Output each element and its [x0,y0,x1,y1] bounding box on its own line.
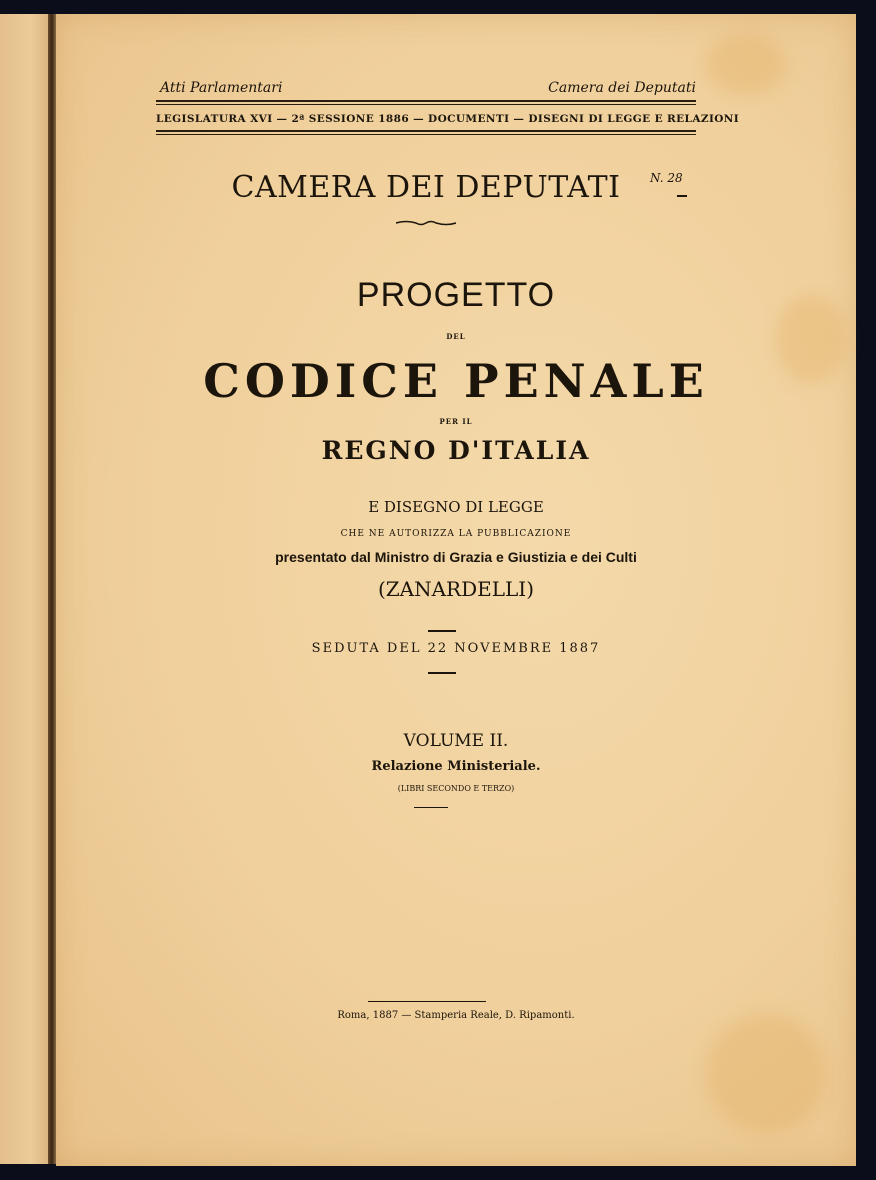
volume-label: VOLUME II. [403,731,509,751]
paper-stain [706,34,786,94]
codice-penale-heading: CODICE PENALE [203,354,709,408]
imprint: Roma, 1887 — Stamperia Reale, D. Ripamonti. [337,1010,575,1021]
chamber-title: CAMERA DEI DEPUTATI [231,170,621,205]
minister-name: (ZANARDELLI) [377,577,535,601]
ornament-flourish [396,219,456,227]
per-il-label: PER IL [439,417,473,426]
short-rule [428,630,456,632]
imprint-rule [368,1001,486,1002]
disegno-line: E DISEGNO DI LEGGE [368,498,544,516]
header-left: Atti Parlamentari [160,80,283,96]
number-underline [677,195,687,197]
ornament-rule [414,807,448,808]
volume-subtitle: Relazione Ministeriale. [371,759,541,774]
progetto-heading: PROGETTO [356,276,556,314]
double-rule [156,100,696,105]
regno-heading: REGNO D'ITALIA [321,436,591,465]
document-number: N. 28 [650,171,683,185]
running-header [160,80,696,96]
title-page [56,14,856,1166]
paper-stain [706,1014,826,1134]
session-date: SEDUTA DEL 22 NOVEMBRE 1887 [311,641,601,656]
legislature-line: LEGISLATURA XVI — 2ª SESSIONE 1886 — DOCUMENTI — DISEGNI DI LEGGE E RELAZIONI [156,113,740,125]
double-rule [156,130,696,135]
short-rule [428,672,456,674]
del-label: DEL [446,332,466,341]
presentato-line: presentato dal Ministro di Grazia e Giustizia e dei Culti [275,549,637,565]
books-label: (LIBRI SECONDO E TERZO) [397,784,515,793]
autorizza-line: CHE NE AUTORIZZA LA PUBBLICAZIONE [340,529,572,539]
header-right: Camera dei Deputati [548,80,696,96]
